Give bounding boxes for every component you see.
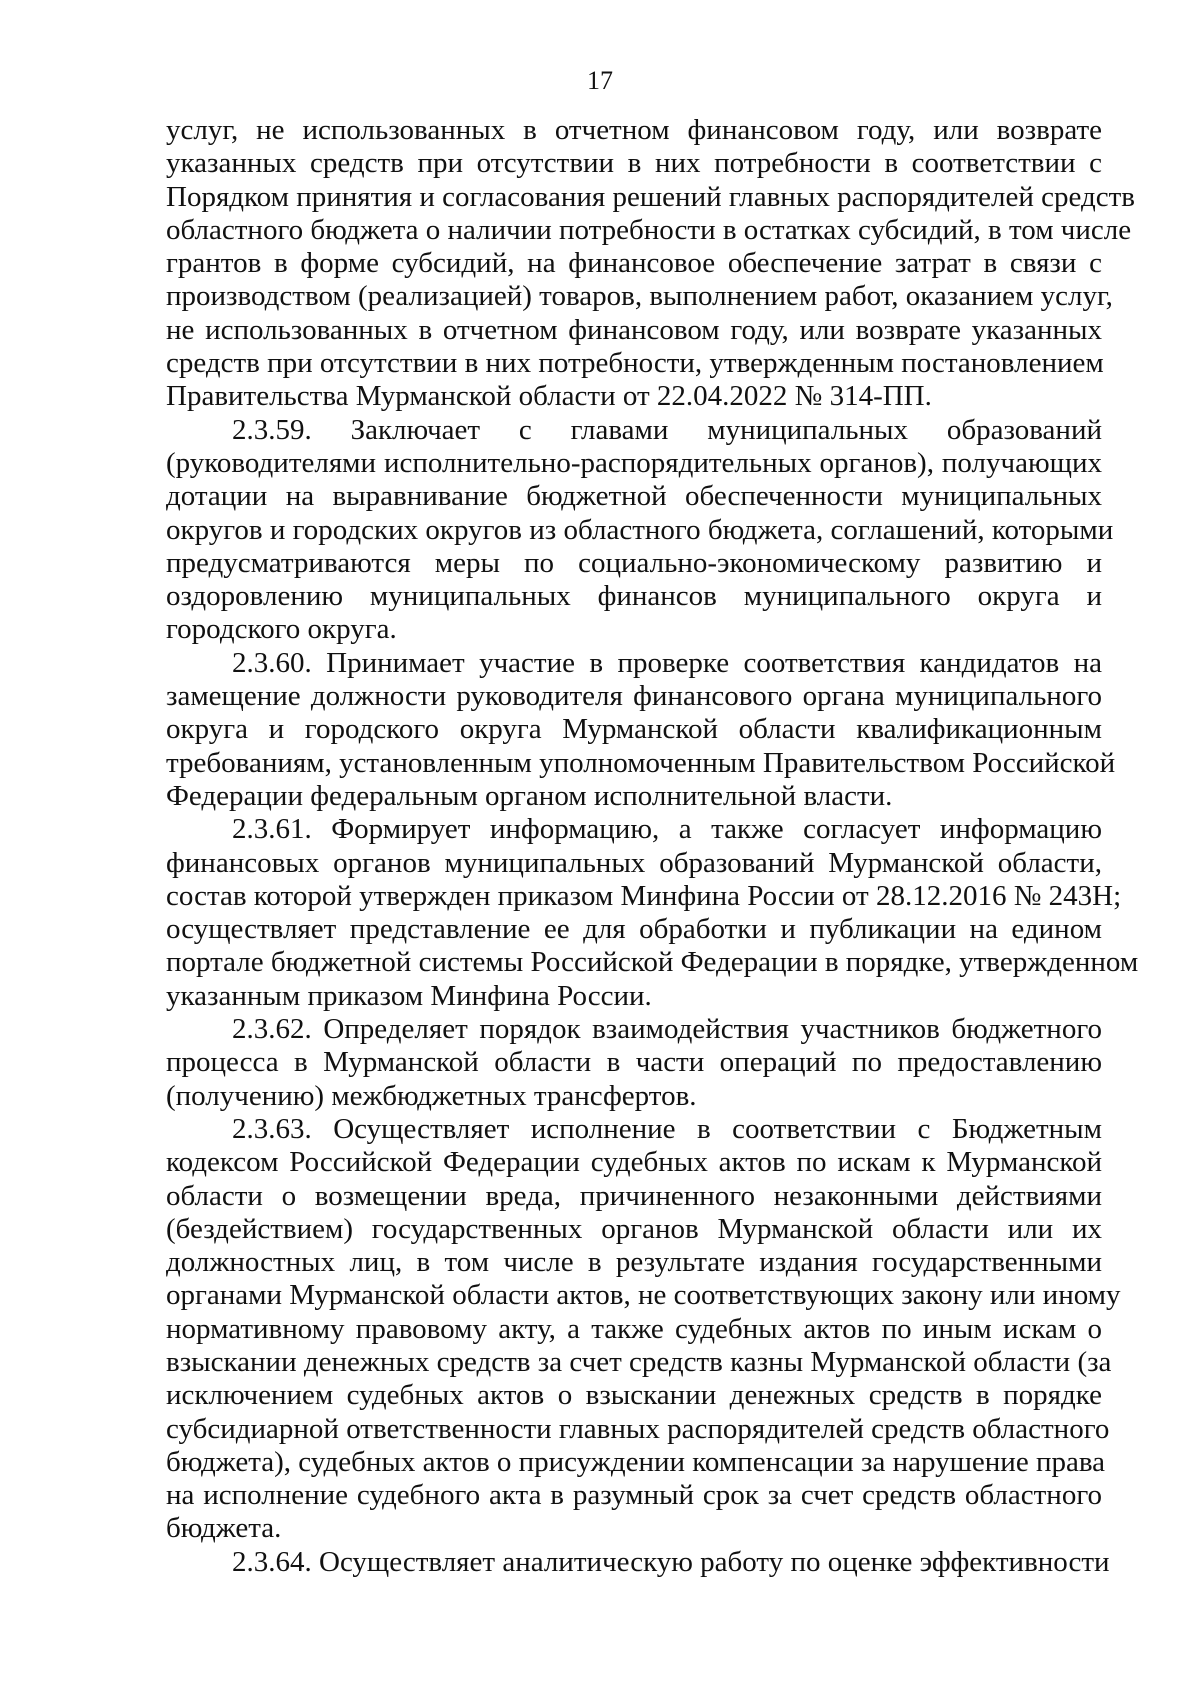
text-line: должностных лиц, в том числе в результате издания государственными bbox=[166, 1246, 1102, 1279]
text-line: замещение должности руководителя финансового органа муниципального bbox=[166, 680, 1102, 713]
text-line: производством (реализацией) товаров, выполнением работ, оказанием услуг, bbox=[166, 280, 1113, 313]
text-line: состав которой утвержден приказом Минфина России от 28.12.2016 № 243Н; bbox=[166, 879, 1122, 912]
paragraph-item-2-3-59 bbox=[166, 413, 1114, 647]
text-line: требованиям, установленным уполномоченным Правительством Российской bbox=[166, 746, 1116, 779]
text-line: 2.3.60. Принимает участие в проверке соответствия кандидатов на bbox=[232, 646, 1102, 679]
text-line: грантов в форме субсидий, на финансовое обеспечение затрат в связи с bbox=[166, 247, 1102, 280]
text-line: Федерации федеральным органом исполнительной власти. bbox=[166, 779, 893, 812]
text-line: субсидиарной ответственности главных распорядителей средств областного bbox=[166, 1412, 1110, 1445]
text-line: средств при отсутствии в них потребности, утвержденным постановлением bbox=[166, 347, 1104, 380]
text-line: указанным приказом Минфина России. bbox=[166, 979, 652, 1012]
text-line: нормативному правовому акту, а также судебных актов по иным искам о bbox=[166, 1312, 1102, 1345]
page-number: 17 bbox=[587, 66, 613, 95]
text-line: исключением судебных актов о взыскании денежных средств в порядке bbox=[166, 1379, 1102, 1412]
text-line: Правительства Мурманской области от 22.04.2022 № 314-ПП. bbox=[166, 380, 932, 413]
text-line: бюджета. bbox=[166, 1512, 282, 1545]
text-line: области о возмещении вреда, причиненного незаконными действиями bbox=[166, 1179, 1102, 1212]
text-line: осуществляет представление ее для обработки и публикации на едином bbox=[166, 913, 1102, 946]
paragraph-item-2-3-63 bbox=[166, 1112, 1121, 1546]
text-line: округов и городских округов из областного бюджета, соглашений, которыми bbox=[166, 513, 1114, 546]
document-body bbox=[166, 114, 1139, 1579]
text-line: (руководителями исполнительно-распорядительных органов), получающих bbox=[166, 446, 1102, 479]
text-line: 2.3.64. Осуществляет аналитическую работу по оценке эффективности bbox=[232, 1545, 1110, 1578]
text-line: 2.3.62. Определяет порядок взаимодействия участников бюджетного bbox=[232, 1013, 1102, 1046]
paragraph-item-2-3-62 bbox=[166, 1013, 1102, 1113]
text-line: городского округа. bbox=[166, 613, 397, 646]
text-line: 2.3.59. Заключает с главами муниципальных образований bbox=[232, 413, 1102, 446]
text-line: указанных средств при отсутствии в них потребности в соответствии с bbox=[166, 147, 1102, 180]
text-line: дотации на выравнивание бюджетной обеспеченности муниципальных bbox=[166, 480, 1102, 513]
text-line: кодексом Российской Федерации судебных актов по искам к Мурманской bbox=[166, 1146, 1102, 1179]
text-line: 2.3.61. Формирует информацию, а также согласует информацию bbox=[232, 813, 1102, 846]
text-line: округа и городского округа Мурманской области квалификационным bbox=[166, 713, 1102, 746]
text-line: услуг, не использованных в отчетном финансовом году, или возврате bbox=[166, 114, 1102, 146]
text-line: на исполнение судебного акта в разумный срок за счет средств областного bbox=[166, 1479, 1102, 1512]
text-line: бюджета), судебных актов о присуждении компенсации за нарушение права bbox=[166, 1445, 1106, 1478]
text-line: органами Мурманской области актов, не соответствующих закону или иному bbox=[166, 1279, 1121, 1312]
text-line: оздоровлению муниципальных финансов муниципального округа и bbox=[166, 580, 1102, 613]
text-line: 2.3.63. Осуществляет исполнение в соответствии с Бюджетным bbox=[232, 1112, 1102, 1145]
paragraph-item-2-3-60 bbox=[166, 646, 1116, 813]
paragraph-item-2-3-61 bbox=[166, 813, 1139, 1013]
paragraph-item-2-3-64 bbox=[166, 1545, 1110, 1579]
text-line: предусматриваются меры по социально-экономическому развитию и bbox=[166, 546, 1102, 579]
paragraph-continuation bbox=[166, 114, 1135, 414]
text-line: взыскании денежных средств за счет средств казны Мурманской области (за bbox=[166, 1345, 1112, 1378]
text-line: Порядком принятия и согласования решений главных распорядителей средств bbox=[166, 180, 1135, 213]
text-line: финансовых органов муниципальных образований Мурманской области, bbox=[166, 846, 1102, 879]
text-line: областного бюджета о наличии потребности в остатках субсидий, в том числе bbox=[166, 213, 1132, 246]
text-line: (получению) межбюджетных трансфертов. bbox=[166, 1079, 697, 1112]
text-line: процесса в Мурманской области в части операций по предоставлению bbox=[166, 1046, 1102, 1079]
text-line: не использованных в отчетном финансовом году, или возврате указанных bbox=[166, 313, 1102, 346]
text-line: портале бюджетной системы Российской Федерации в порядке, утвержденном bbox=[166, 946, 1139, 979]
text-line: (бездействием) государственных органов Мурманской области или их bbox=[166, 1212, 1102, 1245]
